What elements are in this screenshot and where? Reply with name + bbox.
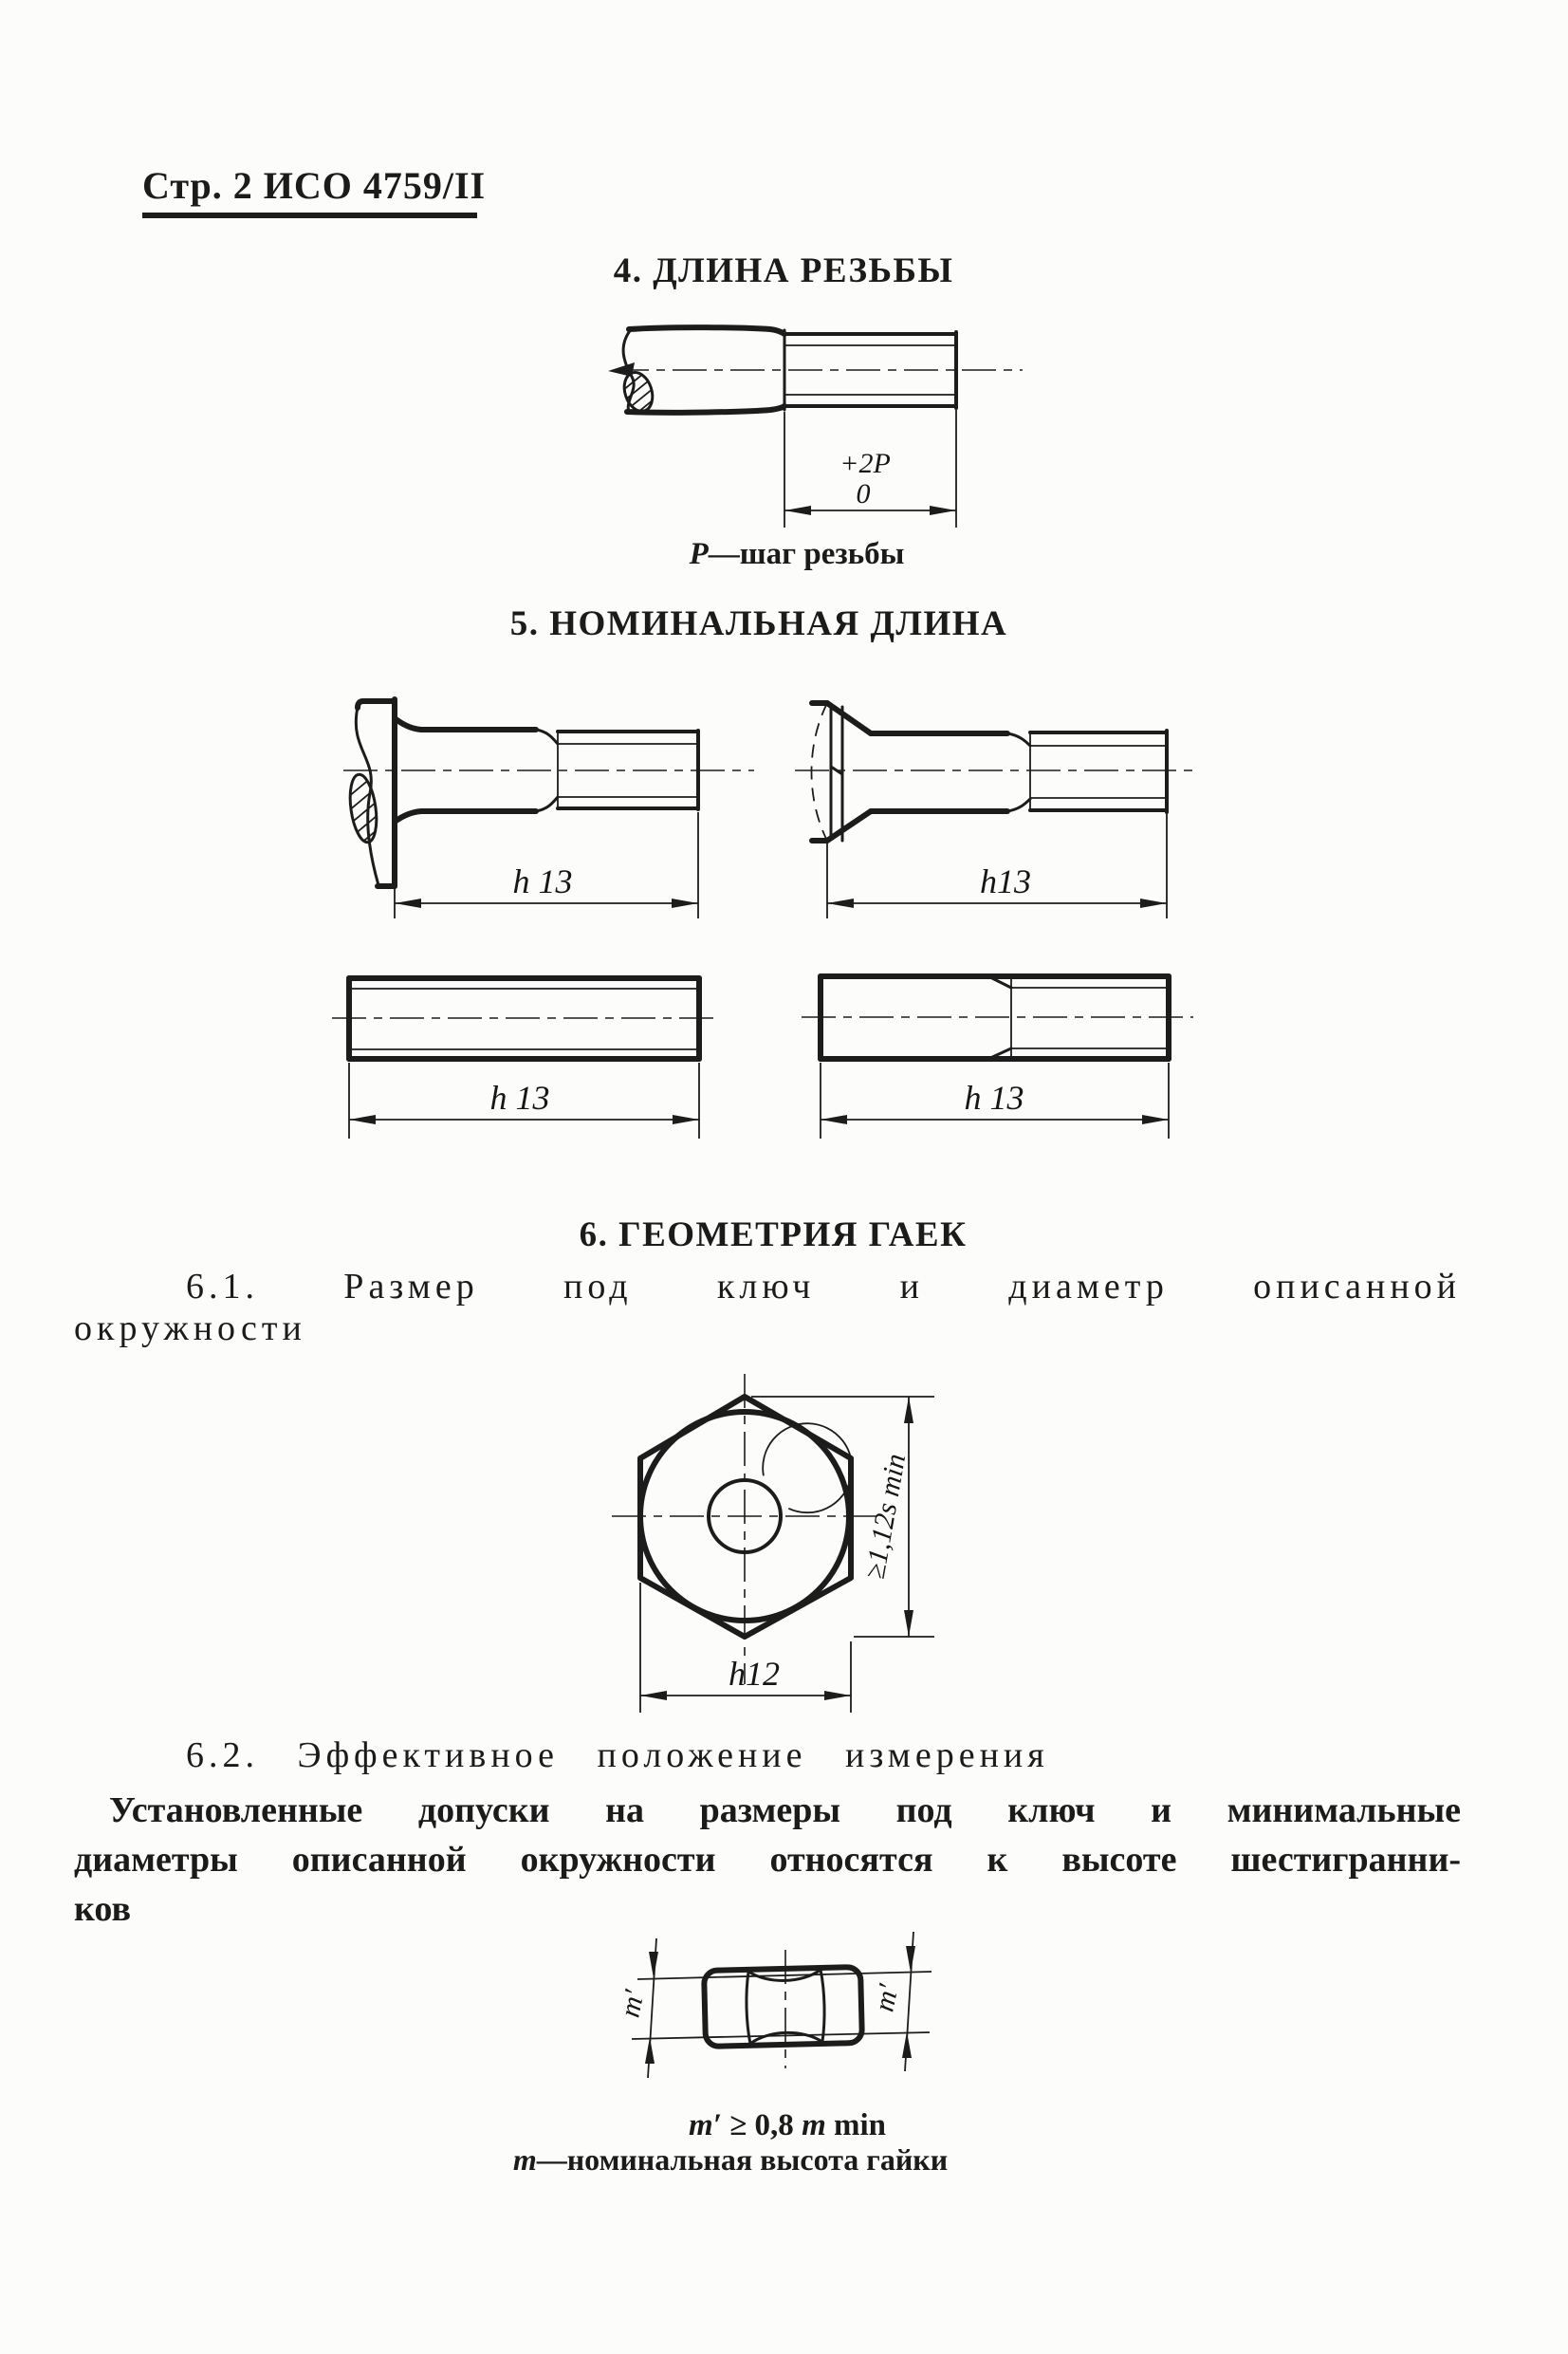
bolt-shank bbox=[607, 327, 784, 449]
dimension-diagonal bbox=[751, 1397, 934, 1637]
dim-label-h12: h12 bbox=[729, 1655, 780, 1693]
figure-nut-side-view bbox=[583, 1921, 1010, 2087]
dim-label-h13: h 13 bbox=[964, 1079, 1024, 1117]
threaded-portion bbox=[1030, 731, 1167, 812]
dim-label-m-right: m′ bbox=[868, 1981, 905, 2014]
paragraph-line: Установленные допуски на размеры под ключ и минимальные bbox=[109, 1790, 1461, 1830]
page-header: Стр. 2 ИСО 4759/II bbox=[142, 164, 487, 207]
dimension-length bbox=[349, 1063, 699, 1139]
dimension-length bbox=[821, 1063, 1169, 1139]
paragraph-line: ков bbox=[74, 1889, 131, 1929]
screw-head bbox=[812, 703, 872, 841]
figure-stud-threaded bbox=[327, 960, 764, 1150]
heading-6-2: 6.2. Эффективное положение измерения bbox=[186, 1735, 1049, 1775]
figure-stud-half-threaded bbox=[797, 960, 1271, 1150]
caption-variable: P bbox=[689, 537, 709, 571]
bolt-head bbox=[337, 699, 395, 886]
figure-bolt-round-head bbox=[337, 683, 764, 954]
dim-label-upper: +2P bbox=[839, 448, 891, 479]
dim-label-lower: 0 bbox=[856, 478, 871, 510]
heading-6-1-line1: 6.1. Размер под ключ и диаметр описанной bbox=[186, 1267, 1461, 1307]
caption-m-text: —номинальная высота гайки bbox=[536, 2142, 949, 2177]
caption-m-formula bbox=[588, 2108, 987, 2143]
dimension-length bbox=[827, 814, 1167, 918]
section6-title: 6. ГЕОМЕТРИЯ ГАЕК bbox=[579, 1215, 968, 1254]
dim-label-h13: h 13 bbox=[512, 862, 573, 900]
caption-m-var: m bbox=[802, 2108, 826, 2142]
caption-text: —шаг резьбы bbox=[708, 537, 905, 571]
dim-label-h13: h13 bbox=[980, 862, 1031, 900]
caption-m-symbol: m bbox=[512, 2142, 537, 2177]
extension-line-top bbox=[637, 1972, 932, 1979]
dimension-length bbox=[395, 812, 698, 918]
dimension-thread-length bbox=[784, 410, 956, 528]
dim-label-m-left: m′ bbox=[614, 1987, 651, 2020]
dimension-m-left bbox=[614, 1938, 658, 2078]
break-arrow bbox=[608, 362, 635, 377]
figure-bolt-countersunk bbox=[787, 683, 1271, 954]
dim-label-diagonal: ≥1,12s min bbox=[858, 1451, 913, 1582]
caption-m-relation: ≥ 0,8 bbox=[721, 2108, 802, 2142]
section4-title: 4. ДЛИНА РЕЗЬБЫ bbox=[613, 251, 954, 290]
heading-6-1-line2: окружности bbox=[74, 1308, 306, 1348]
header-underline bbox=[142, 213, 477, 218]
dimension-m-right bbox=[868, 1932, 915, 2071]
screw-shank bbox=[871, 733, 1030, 811]
caption-thread-pitch bbox=[607, 537, 987, 572]
section5-title: 5. НОМИНАЛЬНАЯ ДЛИНА bbox=[509, 604, 1008, 643]
section-hatching bbox=[607, 353, 669, 449]
paragraph-6-2 bbox=[74, 1786, 1461, 1934]
figure-thread-length bbox=[564, 318, 1034, 531]
caption-m-definition bbox=[512, 2142, 949, 2178]
caption-m-min: min bbox=[825, 2108, 886, 2142]
dim-label-h13: h 13 bbox=[489, 1079, 550, 1117]
paragraph-line: диаметры описанной окружности относятся к высоте шестигранни- bbox=[74, 1840, 1461, 1880]
figure-hex-nut bbox=[560, 1364, 1081, 1717]
caption-m-prime: m′ bbox=[688, 2108, 722, 2142]
dimension-across-flats bbox=[640, 1583, 851, 1713]
